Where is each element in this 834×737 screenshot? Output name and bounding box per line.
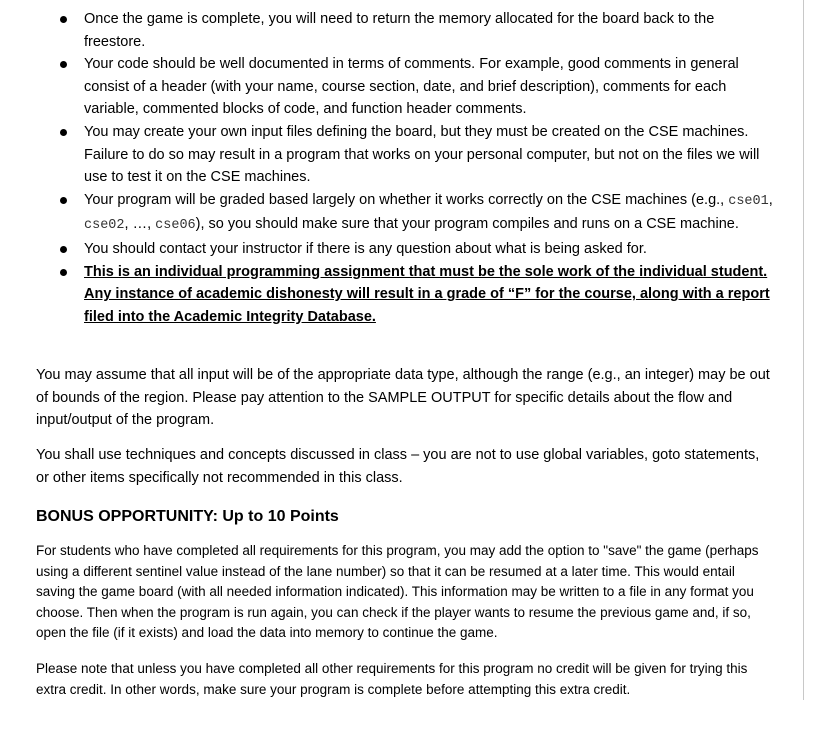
code-cse02: cse02 — [84, 218, 125, 234]
list-item-grading — [0, 189, 774, 238]
code-cse06: cse06 — [155, 218, 196, 234]
requirements-list — [0, 8, 834, 328]
integrity-notice: This is an individual programming assignment that must be the sole work of the individual student. Any instance of academic dishonesty will result in a grade of “F” for the course, along with a report filed into the Academic Integrity Database. — [84, 263, 770, 325]
list-item-contact — [0, 238, 774, 261]
techniques-paragraph: You shall use techniques and concepts discussed in class – you are not to use global variables, goto statements, or other items specifically not recommended in this class. — [36, 447, 760, 486]
bonus-paragraph: For students who have completed all requirements for this program, you may add the option to "save" the game (perhaps using a different sentinel value instead of the lane number) so that it can be resumed at a later time. This would entail saving the game board (with all needed information indicated). This information may be written to a file in any format you choose. Then when the program is run again, you can check if the player wants to resume the previous game and, if so, open the file (if it exists) and load the data into memory to continue the game. — [36, 543, 759, 641]
bullet-icon — [60, 197, 67, 204]
list-item-integrity — [0, 261, 774, 329]
list-item-text: You may create your own input files defining the board, but they must be created on the CSE machines. Failure to do so may result in a program that works on your personal computer, but not on the files we will use to test it on the CSE machines. — [84, 123, 760, 186]
list-item-text-before: Your program will be graded based largely on whether it works correctly on the CSE machines (e.g., — [84, 191, 729, 208]
list-item-text: Your code should be well documented in terms of comments. For example, good comments in general consist of a header (with your name, course section, date, and brief description), comments for each variable, commented blocks of code, and function header comments. — [84, 56, 739, 118]
bullet-icon — [60, 246, 67, 253]
list-item-text-after: ), so you should make sure that your program compiles and runs on a CSE machine. — [195, 216, 739, 233]
separator: , — [768, 191, 773, 208]
bonus-heading: BONUS OPPORTUNITY: Up to 10 Points — [36, 508, 339, 525]
separator: , …, — [124, 216, 156, 233]
list-item-input-files — [0, 121, 774, 189]
bullet-icon — [60, 16, 67, 23]
bullet-icon — [60, 269, 67, 276]
list-item-comments — [0, 53, 774, 121]
code-cse01: cse01 — [728, 193, 769, 209]
list-item-text: Once the game is complete, you will need to return the memory allocated for the board back to the freestore. — [84, 11, 715, 50]
extra-credit-note: Please note that unless you have completed all other requirements for this program no credit will be given for trying this extra credit. In other words, make sure your program is complete before attempting this extra credit. — [36, 661, 748, 697]
bullet-icon — [60, 61, 67, 68]
list-item-text: You should contact your instructor if there is any question about what is being asked for. — [84, 240, 647, 257]
list-item-memory — [0, 8, 774, 53]
bullet-icon — [60, 129, 67, 136]
input-assumption-paragraph: You may assume that all input will be of the appropriate data type, although the range (e.g., an integer) may be out of bounds of the region. Please pay attention to the SAMPLE OUTPUT for specific details about the flow and input/output of the program. — [36, 367, 770, 429]
